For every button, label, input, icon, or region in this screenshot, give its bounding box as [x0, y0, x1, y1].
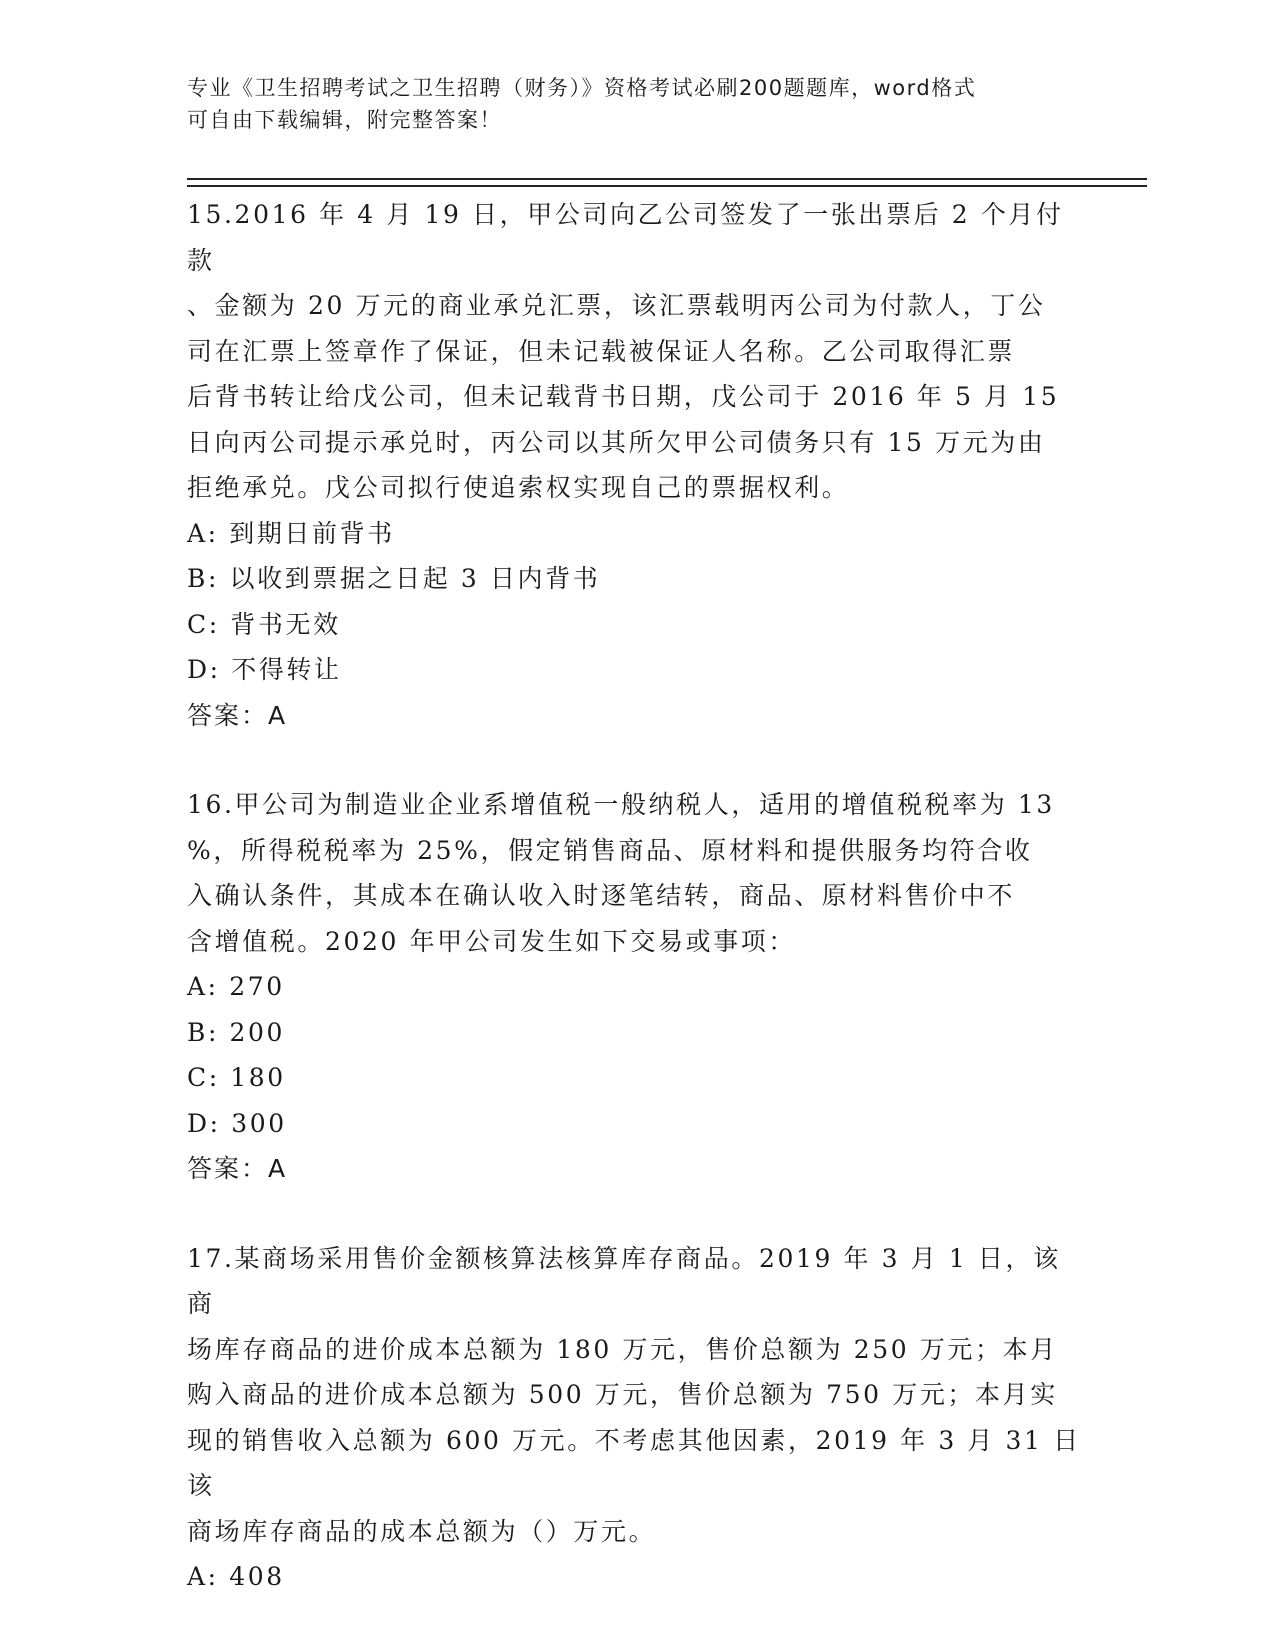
option-a: A: 408	[187, 1562, 285, 1591]
stem-line: 、金额为 20 万元的商业承兑汇票，该汇票载明丙公司为付款人，丁公	[187, 291, 1046, 320]
option-b: B: 以收到票据之日起 3 日内背书	[187, 564, 601, 593]
stem-line: 入确认条件，其成本在确认收入时逐笔结转，商品、原材料售价中不	[187, 881, 1016, 910]
option-a: A: 270	[187, 972, 285, 1001]
stem-line: 商场库存商品的成本总额为（）万元。	[187, 1516, 657, 1546]
option-c: C: 180	[187, 1063, 286, 1092]
question-17	[187, 1236, 1087, 1600]
question-16	[187, 782, 1087, 1192]
stem-line: %，所得税税率为 25%，假定销售商品、原材料和提供服务均符合收	[187, 835, 1033, 865]
option-d: D: 不得转让	[187, 655, 342, 684]
stem-line: 拒绝承兑。戊公司拟行使追索权实现自己的票据权利。	[187, 473, 850, 502]
header-rule-top	[187, 178, 1147, 180]
header-rule-bottom	[187, 185, 1147, 187]
header-line-1: 专业《卫生招聘考试之卫生招聘（财务）》资格考试必刷200题题库，word格式	[187, 76, 977, 100]
question-stem	[187, 782, 1087, 964]
option-d: D: 300	[187, 1108, 287, 1138]
answer: 答案：A	[187, 1154, 288, 1183]
question-15	[187, 192, 1087, 738]
answer: 答案：A	[187, 700, 288, 730]
stem-line: 16.甲公司为制造业企业系增值税一般纳税人，适用的增值税税率为 13	[187, 790, 1055, 819]
stem-line: 司在汇票上签章作了保证，但未记载被保证人名称。乙公司取得汇票	[187, 336, 1016, 366]
option-c: C: 背书无效	[187, 609, 341, 639]
header-line-2: 可自由下载编辑，附完整答案！	[187, 108, 502, 132]
option-a: A: 到期日前背书	[187, 518, 395, 548]
question-stem	[187, 1236, 1087, 1555]
option-b: B: 200	[187, 1017, 286, 1047]
question-list	[187, 192, 1087, 1644]
document-header	[187, 72, 1087, 136]
stem-line: 17.某商场采用售价金额核算法核算库存商品。2019 年 3 月 1 日，该商	[187, 1243, 1061, 1318]
stem-line: 购入商品的进价成本总额为 500 万元，售价总额为 750 万元；本月实	[187, 1380, 1058, 1409]
stem-line: 日向丙公司提示承兑时，丙公司以其所欠甲公司债务只有 15 万元为由	[187, 427, 1046, 457]
stem-line: 含增值税。2020 年甲公司发生如下交易或事项：	[187, 926, 796, 956]
stem-line: 现的销售收入总额为 600 万元。不考虑其他因素，2019 年 3 月 31 日该	[187, 1425, 1081, 1500]
stem-line: 场库存商品的进价成本总额为 180 万元，售价总额为 250 万元；本月	[187, 1334, 1058, 1364]
question-stem	[187, 192, 1087, 511]
stem-line: 后背书转让给戊公司，但未记载背书日期，戊公司于 2016 年 5 月 15	[187, 382, 1060, 411]
stem-line: 15.2016 年 4 月 19 日，甲公司向乙公司签发了一张出票后 2 个月付款	[187, 200, 1064, 275]
